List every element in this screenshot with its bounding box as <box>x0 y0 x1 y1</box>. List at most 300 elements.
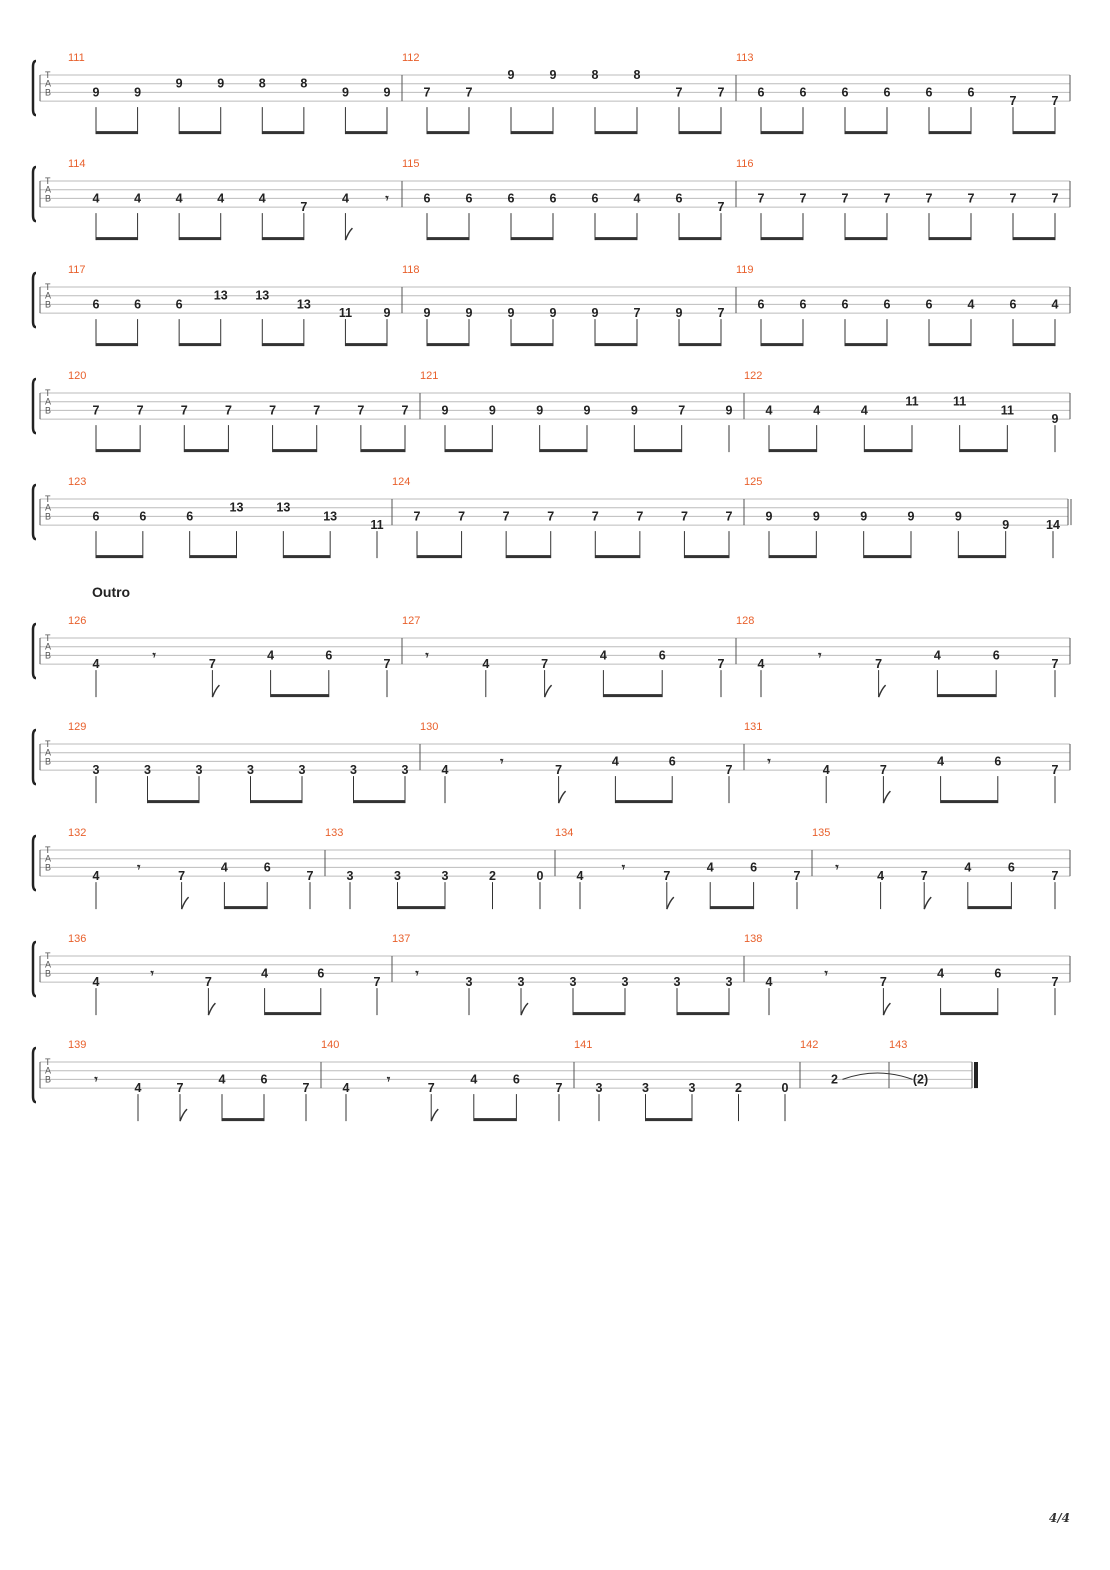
fret-number: 7 <box>180 403 188 418</box>
note-beam <box>679 131 721 134</box>
fret-number: 3 <box>92 763 100 778</box>
fret-number: 6 <box>994 754 1002 769</box>
system-bracket <box>33 61 36 115</box>
fret-number: 3 <box>144 763 151 778</box>
tie <box>843 1073 913 1079</box>
fret-number: 7 <box>458 509 466 524</box>
fret-number: 7 <box>1051 763 1059 778</box>
fret-number: 7 <box>636 509 644 524</box>
fret-number: 7 <box>427 1081 435 1096</box>
fret-number: 6 <box>841 85 849 100</box>
note-beam <box>937 694 996 697</box>
note-beam <box>427 343 469 346</box>
fret-number: 4 <box>218 1072 226 1087</box>
fret-number: 6 <box>750 860 758 875</box>
fret-number: 9 <box>507 68 515 82</box>
fret-number: 9 <box>549 68 557 82</box>
tab-clef-letter: B <box>45 650 52 661</box>
fret-number: 9 <box>175 76 183 91</box>
fret-number: 4 <box>765 403 773 418</box>
fret-number: 6 <box>260 1072 268 1087</box>
note-beam <box>345 343 387 346</box>
measure-number: 135 <box>812 827 831 839</box>
fret-number: 4 <box>933 648 941 663</box>
tab-clef-letter: T <box>45 1057 51 1067</box>
fret-number: 7 <box>373 975 381 990</box>
measure-number: 128 <box>736 615 755 627</box>
fret-number: 2 <box>831 1072 838 1087</box>
fret-number: 7 <box>204 975 212 990</box>
measure-number: 133 <box>325 827 344 839</box>
fret-number: 9 <box>465 306 473 321</box>
fret-number: 6 <box>675 191 683 206</box>
note-beam <box>710 906 753 909</box>
tab-system <box>33 476 1071 558</box>
fret-number: 6 <box>799 85 807 100</box>
tab-clef-letter: T <box>45 951 51 961</box>
fret-number: 13 <box>323 509 338 524</box>
note-beam <box>646 1118 693 1121</box>
fret-number: 4 <box>92 869 100 884</box>
eighth-rest: 𝄾 <box>137 860 141 875</box>
measure-number: 138 <box>744 933 763 945</box>
fret-number: 3 <box>394 869 401 884</box>
system-bracket <box>33 836 36 890</box>
fret-number: 9 <box>134 85 142 100</box>
fret-number: 6 <box>325 648 333 663</box>
fret-number: 3 <box>569 975 577 990</box>
measure-number: 112 <box>402 52 420 64</box>
section-label-outro: Outro <box>92 584 131 600</box>
measure-number: 132 <box>68 827 87 839</box>
fret-number: 6 <box>1007 860 1015 875</box>
note-beam <box>345 131 387 134</box>
fret-number: 11 <box>338 306 353 321</box>
fret-number: 4 <box>633 191 641 206</box>
note-flag <box>431 1109 438 1121</box>
system-bracket <box>33 730 36 784</box>
note-beam <box>845 131 887 134</box>
fret-number: 7 <box>591 509 599 524</box>
note-beam <box>224 906 267 909</box>
tab-clef-letter: T <box>45 739 51 749</box>
fret-number: 3 <box>725 975 733 990</box>
fret-number: 7 <box>1051 657 1059 672</box>
fret-number: 3 <box>673 975 681 990</box>
tab-system <box>33 827 1070 909</box>
tab-system <box>33 52 1070 134</box>
fret-number: 7 <box>799 191 807 206</box>
eighth-rest: 𝄾 <box>386 1072 391 1087</box>
note-beam <box>595 237 637 240</box>
tab-clef-letter: B <box>45 756 52 767</box>
fret-number: 7 <box>967 191 975 206</box>
fret-number: 6 <box>186 509 194 524</box>
fret-number: 7 <box>306 869 314 884</box>
fret-number: 6 <box>757 85 765 100</box>
note-beam <box>595 131 637 134</box>
note-flag <box>521 1003 528 1015</box>
fret-number: 7 <box>717 85 725 100</box>
note-beam <box>506 555 551 558</box>
eighth-rest: 𝄾 <box>500 754 504 769</box>
fret-number: 4 <box>611 754 619 769</box>
fret-number: 9 <box>907 509 915 524</box>
note-flag <box>883 791 890 803</box>
note-beam <box>929 343 971 346</box>
note-beam <box>864 555 911 558</box>
fret-number: 9 <box>441 403 449 418</box>
note-beam <box>679 343 721 346</box>
fret-number: 6 <box>925 297 933 312</box>
fret-number: 4 <box>217 191 225 206</box>
fret-number: 9 <box>383 85 391 100</box>
fret-number: 6 <box>317 966 325 981</box>
fret-number: 3 <box>465 975 473 990</box>
fret-number: 7 <box>555 763 563 778</box>
fret-number: 7 <box>883 191 891 206</box>
note-flag <box>559 791 566 803</box>
fret-number: 4 <box>964 860 972 875</box>
note-beam <box>417 555 462 558</box>
note-beam <box>968 906 1012 909</box>
tab-clef-letter: A <box>45 290 52 301</box>
note-beam <box>96 449 140 452</box>
system-bracket <box>33 167 36 221</box>
fret-number: 6 <box>92 297 100 312</box>
note-beam <box>179 237 221 240</box>
note-beam <box>445 449 492 452</box>
fret-number: 7 <box>1009 191 1017 206</box>
fret-number: 4 <box>261 966 269 981</box>
fret-number: 7 <box>1051 94 1059 109</box>
note-beam <box>603 694 662 697</box>
fret-number: 7 <box>875 657 883 672</box>
fret-number: 7 <box>313 403 321 418</box>
tab-clef-letter: B <box>45 405 52 416</box>
fret-number: 4 <box>482 657 490 672</box>
note-beam <box>958 555 1005 558</box>
fret-number: 13 <box>255 288 270 303</box>
fret-number: 3 <box>642 1081 649 1096</box>
fret-number: 9 <box>812 509 820 524</box>
note-beam <box>684 555 729 558</box>
fret-number: 7 <box>208 657 216 672</box>
note-beam <box>761 237 803 240</box>
fret-number: 7 <box>178 869 186 884</box>
fret-number: 6 <box>512 1072 520 1087</box>
fret-number: 2 <box>489 869 496 884</box>
fret-number: 6 <box>992 648 1000 663</box>
fret-number: 6 <box>263 860 271 875</box>
fret-number: 11 <box>953 394 967 409</box>
note-beam <box>273 449 317 452</box>
fret-number: 7 <box>502 509 510 524</box>
note-beam <box>573 1012 625 1015</box>
note-beam <box>761 131 803 134</box>
tab-system <box>33 264 1070 346</box>
measure-number: 113 <box>736 52 754 64</box>
tab-clef-letter: B <box>45 511 52 522</box>
fret-number: 7 <box>1051 869 1059 884</box>
note-beam <box>677 1012 729 1015</box>
note-beam <box>262 131 304 134</box>
measure-number: 137 <box>392 933 411 945</box>
fret-number: 7 <box>879 975 887 990</box>
fret-number: 6 <box>668 754 676 769</box>
fret-number: 3 <box>688 1081 696 1096</box>
measure-number: 134 <box>555 827 574 839</box>
fret-number: 4 <box>877 869 885 884</box>
fret-number: 7 <box>269 403 277 418</box>
measure-number: 111 <box>68 52 85 64</box>
fret-number: 9 <box>217 76 225 91</box>
measure-number: 131 <box>744 721 763 733</box>
tab-clef-letter: T <box>45 70 51 80</box>
fret-number: 3 <box>517 975 525 990</box>
note-beam <box>634 449 681 452</box>
fret-number: 7 <box>136 403 144 418</box>
note-beam <box>864 449 912 452</box>
note-flag <box>545 685 552 697</box>
note-beam <box>1013 131 1055 134</box>
fret-number: 8 <box>633 68 641 82</box>
tab-clef-letter: A <box>45 184 52 195</box>
measure-number: 119 <box>736 264 754 276</box>
fret-number: 7 <box>1009 94 1017 109</box>
fret-number: 4 <box>134 191 142 206</box>
note-beam <box>96 131 138 134</box>
tab-clef-letter: T <box>45 388 51 398</box>
note-flag <box>212 685 219 697</box>
fret-number: 7 <box>383 657 391 672</box>
tab-clef-letter: T <box>45 282 51 292</box>
fret-number: (2) <box>912 1072 929 1087</box>
note-beam <box>845 343 887 346</box>
tab-clef-letter: T <box>45 845 51 855</box>
fret-number: 4 <box>470 1072 478 1087</box>
fret-number: 7 <box>357 403 365 418</box>
fret-number: 6 <box>658 648 666 663</box>
fret-number: 4 <box>576 869 584 884</box>
fret-number: 9 <box>488 403 496 418</box>
note-beam <box>540 449 587 452</box>
tab-clef-letter: T <box>45 633 51 643</box>
fret-number: 3 <box>247 763 254 778</box>
system-bracket <box>33 942 36 996</box>
fret-number: 7 <box>725 763 733 778</box>
note-beam <box>474 1118 517 1121</box>
measure-number: 127 <box>402 615 421 627</box>
fret-number: 6 <box>883 85 891 100</box>
fret-number: 4 <box>342 1081 350 1096</box>
fret-number: 6 <box>967 85 975 100</box>
fret-number: 7 <box>879 763 887 778</box>
final-barline <box>974 1062 978 1088</box>
note-beam <box>960 449 1008 452</box>
note-beam <box>354 800 406 803</box>
measure-number: 115 <box>402 158 420 170</box>
fret-number: 7 <box>841 191 849 206</box>
note-beam <box>769 555 816 558</box>
fret-number: 6 <box>591 191 599 206</box>
note-beam <box>427 237 469 240</box>
note-beam <box>148 800 200 803</box>
measure-number: 116 <box>736 158 754 170</box>
fret-number: 4 <box>822 763 830 778</box>
fret-number: 7 <box>401 403 409 418</box>
fret-number: 9 <box>423 306 431 321</box>
tab-clef-letter: A <box>45 853 52 864</box>
fret-number: 6 <box>465 191 473 206</box>
tab-clef-letter: T <box>45 176 51 186</box>
note-flag <box>208 1003 215 1015</box>
fret-number: 4 <box>757 657 765 672</box>
note-beam <box>1013 343 1055 346</box>
fret-number: 7 <box>757 191 765 206</box>
note-beam <box>929 131 971 134</box>
fret-number: 4 <box>1051 297 1059 312</box>
note-beam <box>184 449 228 452</box>
fret-number: 7 <box>92 403 100 418</box>
fret-number: 4 <box>813 403 821 418</box>
fret-number: 6 <box>799 297 807 312</box>
fret-number: 9 <box>536 403 544 418</box>
measure-number: 143 <box>889 1039 908 1051</box>
fret-number: 2 <box>735 1081 742 1096</box>
fret-number: 4 <box>220 860 228 875</box>
fret-number: 7 <box>793 869 801 884</box>
measure-number: 140 <box>321 1039 340 1051</box>
fret-number: 6 <box>507 191 515 206</box>
system-bracket <box>33 485 36 539</box>
fret-number: 9 <box>583 403 591 418</box>
fret-number: 6 <box>994 966 1002 981</box>
fret-number: 6 <box>1009 297 1017 312</box>
measure-number: 123 <box>68 476 87 488</box>
system-bracket <box>33 1048 36 1102</box>
fret-number: 9 <box>383 306 391 321</box>
note-beam <box>283 555 330 558</box>
fret-number: 7 <box>717 306 725 321</box>
fret-number: 3 <box>350 763 357 778</box>
tab-clef-letter: B <box>45 193 52 204</box>
page-number: 4/4 <box>1048 1511 1070 1525</box>
note-flag <box>182 897 189 909</box>
eighth-rest: 𝄾 <box>425 648 429 663</box>
tab-clef-letter: T <box>45 494 51 504</box>
note-beam <box>96 237 138 240</box>
fret-number: 4 <box>92 191 100 206</box>
measure-number: 114 <box>68 158 86 170</box>
measure-number: 124 <box>392 476 411 488</box>
note-beam <box>941 800 998 803</box>
tab-clef-letter: B <box>45 299 52 310</box>
measure-number: 142 <box>800 1039 819 1051</box>
measure-number: 121 <box>420 370 439 382</box>
fret-number: 3 <box>595 1081 603 1096</box>
note-beam <box>511 131 553 134</box>
fret-number: 6 <box>92 509 100 524</box>
fret-number: 9 <box>954 509 962 524</box>
note-beam <box>262 237 304 240</box>
fret-number: 4 <box>92 657 100 672</box>
fret-number: 7 <box>541 657 549 672</box>
fret-number: 7 <box>423 85 431 100</box>
fret-number: 9 <box>725 403 733 418</box>
eighth-rest: 𝄾 <box>824 966 828 981</box>
fret-number: 9 <box>765 509 773 524</box>
fret-number: 7 <box>224 403 232 418</box>
fret-number: 7 <box>465 85 473 100</box>
note-flag <box>345 228 352 240</box>
tab-system <box>33 370 1070 452</box>
fret-number: 6 <box>175 297 183 312</box>
fret-number: 9 <box>1051 412 1059 427</box>
fret-number: 4 <box>706 860 714 875</box>
fret-number: 13 <box>296 297 311 312</box>
fret-number: 9 <box>92 85 100 100</box>
tab-system <box>33 721 1070 803</box>
note-beam <box>96 555 143 558</box>
fret-number: 13 <box>213 288 228 303</box>
eighth-rest: 𝄾 <box>150 966 154 981</box>
fret-number: 7 <box>717 200 725 215</box>
fret-number: 11 <box>1000 403 1014 418</box>
fret-number: 6 <box>423 191 431 206</box>
measure-number: 139 <box>68 1039 87 1051</box>
fret-number: 8 <box>258 76 266 91</box>
note-beam <box>427 131 469 134</box>
fret-number: 3 <box>621 975 629 990</box>
measure-number: 126 <box>68 615 87 627</box>
fret-number: 7 <box>920 869 928 884</box>
note-beam <box>595 343 637 346</box>
fret-number: 9 <box>341 85 349 100</box>
note-beam <box>941 1012 998 1015</box>
fret-number: 4 <box>441 763 449 778</box>
fret-number: 4 <box>341 191 349 206</box>
fret-number: 13 <box>229 500 244 515</box>
note-beam <box>222 1118 264 1121</box>
tab-clef-letter: A <box>45 959 52 970</box>
tab-clef-letter: A <box>45 78 52 89</box>
fret-number: 7 <box>555 1081 563 1096</box>
tab-system <box>33 933 1070 1015</box>
fret-number: 3 <box>298 763 306 778</box>
fret-number: 4 <box>860 403 868 418</box>
tab-system <box>33 584 1070 697</box>
note-beam <box>511 343 553 346</box>
fret-number: 0 <box>781 1081 789 1096</box>
fret-number: 6 <box>925 85 933 100</box>
fret-number: 7 <box>725 509 733 524</box>
fret-number: 4 <box>258 191 266 206</box>
system-bracket <box>33 379 36 433</box>
note-beam <box>769 449 817 452</box>
fret-number: 4 <box>765 975 773 990</box>
system-bracket <box>33 273 36 327</box>
eighth-rest: 𝄾 <box>621 860 626 875</box>
fret-number: 11 <box>905 394 919 409</box>
note-flag <box>180 1109 187 1121</box>
note-beam <box>929 237 971 240</box>
measure-number: 120 <box>68 370 87 382</box>
note-beam <box>361 449 405 452</box>
measure-number: 125 <box>744 476 763 488</box>
note-beam <box>251 800 303 803</box>
eighth-rest: 𝄾 <box>94 1072 98 1087</box>
